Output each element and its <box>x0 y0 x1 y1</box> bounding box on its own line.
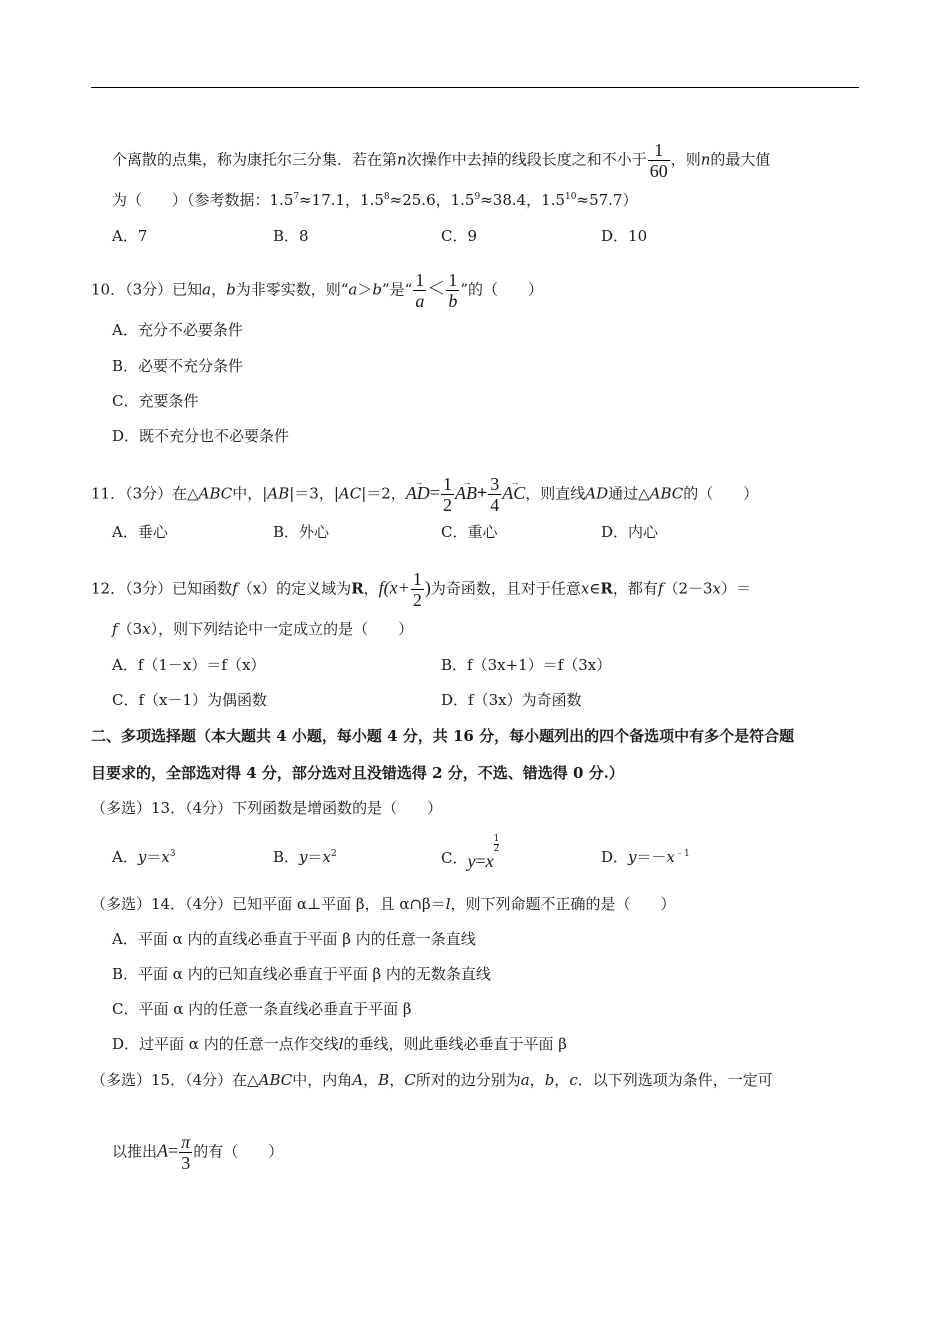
section2-heading-line1: 二、多项选择题（本大题共 4 小题，每小题 4 分，共 16 分，每小题列出的四个备选项中有多个是符合题 <box>91 727 795 745</box>
q12-option-c: C．f（x－1）为偶函数 <box>112 691 268 709</box>
q9-option-d: D．10 <box>601 227 648 245</box>
q12-option-d: D．f（3x）为奇函数 <box>441 691 582 709</box>
q13-option-a: A．$y=x^3$ <box>112 848 176 866</box>
fraction-1-over-b: $\frac{1}{b}$ <box>448 270 458 311</box>
q13-option-c: C．y=x $\frac{1}{2}$ <box>441 834 500 871</box>
q13-option-d: D．$y=-x^{﹣1}$ <box>601 848 690 866</box>
q14-option-b: B．平面 α 内的已知直线必垂直于平面 β 内的无数条直线 <box>112 965 491 983</box>
fraction-1-over-a: $\frac{1}{a}$ <box>415 270 425 311</box>
q10-option-d: D．既不充分也不必要条件 <box>112 427 290 445</box>
fraction-1-60: $\frac{1}{60}$ <box>649 140 668 181</box>
q11-option-a: A．垂心 <box>112 523 168 541</box>
q14-stem: （多选）14．（4分）已知平面 α⊥平面 β，且 α∩β＝l，则下列命题不正确的是（ ） <box>91 895 676 913</box>
q9-option-c: C．9 <box>441 227 478 245</box>
q11-option-d: D．内心 <box>601 523 659 541</box>
fraction-1-2-q12: $\frac{1}{2}$ <box>412 569 422 610</box>
q11-option-c: C．重心 <box>441 523 498 541</box>
q9-line2: 为（ ）（参考数据：$1.5^7\approx 17.1$，$1.5^8\approx 25.6$，$1.5^9\approx 38.4$，$1.5^{10}\approx 57.7$） <box>112 191 638 209</box>
q10-option-a: A．充分不必要条件 <box>112 321 243 339</box>
exponent-one-half: $\frac{1}{2}$ <box>493 834 500 854</box>
q14-option-c: C．平面 α 内的任意一条直线必垂直于平面 β <box>112 1000 412 1018</box>
q11-stem: 11．（3分）在△ABC中，|AB|＝3，|AC|＝2，→ AD= $\frac{1}{2}$ → AB+ $\frac{3}{4}$ → AC，则直线AD通过△ABC的（ ） <box>91 474 758 515</box>
q13-stem: （多选）13．（4分）下列函数是增函数的是（ ） <box>91 799 443 817</box>
q14-option-a: A．平面 α 内的直线必垂直于平面 β 内的任意一条直线 <box>112 930 476 948</box>
q12-option-b: B．f（3x+1）＝f（3x） <box>441 656 612 674</box>
q12-stem: 12．（3分）已知函数f（x）的定义域为R，f(x+ $\frac{1}{2}$ )为奇函数，且对于任意x∈R，都有f（2－3x）＝ <box>91 569 752 610</box>
q10-option-b: B．必要不充分条件 <box>112 357 244 375</box>
q9-line1: 个离散的点集，称为康托尔三分集．若在第n次操作中去掉的线段长度之和不小于 $\frac{1}{60}$ ，则n的最大值 <box>112 140 771 181</box>
q15-line2: 以推出A= $\frac{\pi}{3}$ 的有（ ） <box>112 1132 284 1173</box>
fraction-3-4: $\frac{3}{4}$ <box>490 474 500 515</box>
vector-ac: → AC <box>502 483 525 503</box>
header-rule <box>91 87 859 88</box>
fraction-1-2: $\frac{1}{2}$ <box>442 474 452 515</box>
fraction-pi-over-3: $\frac{\pi}{3}$ <box>181 1132 191 1173</box>
q10-stem: 10．（3分）已知a，b为非零实数，则“a＞b”是“ $\frac{1}{a}$ ＜ $\frac{1}{b}$ ”的（ ） <box>91 270 543 311</box>
section2-heading-line2: 目要求的，全部选对得 4 分，部分选对且没错选得 2 分，不选、错选得 0 分.） <box>91 764 624 782</box>
q14-option-d: D．过平面 α 内的任意一点作交线l的垂线，则此垂线必垂直于平面 β <box>112 1035 567 1053</box>
q15-stem: （多选）15．（4分）在△ABC中，内角A，B，C所对的边分别为a，b，c．以下列选项为条件，一定可 <box>91 1071 773 1089</box>
q12-line2: f（3x），则下列结论中一定成立的是（ ） <box>112 620 414 638</box>
q11-option-b: B．外心 <box>273 523 330 541</box>
q9-option-b: B．8 <box>273 227 309 245</box>
vector-ab: → AB <box>455 483 477 503</box>
q10-option-c: C．充要条件 <box>112 392 199 410</box>
q9-option-a: A．7 <box>112 227 148 245</box>
q12-option-a: A．f（1－x）＝f（x） <box>112 656 266 674</box>
q13-option-b: B．$y=x^2$ <box>273 848 337 866</box>
vector-ad: → AD <box>406 483 430 503</box>
